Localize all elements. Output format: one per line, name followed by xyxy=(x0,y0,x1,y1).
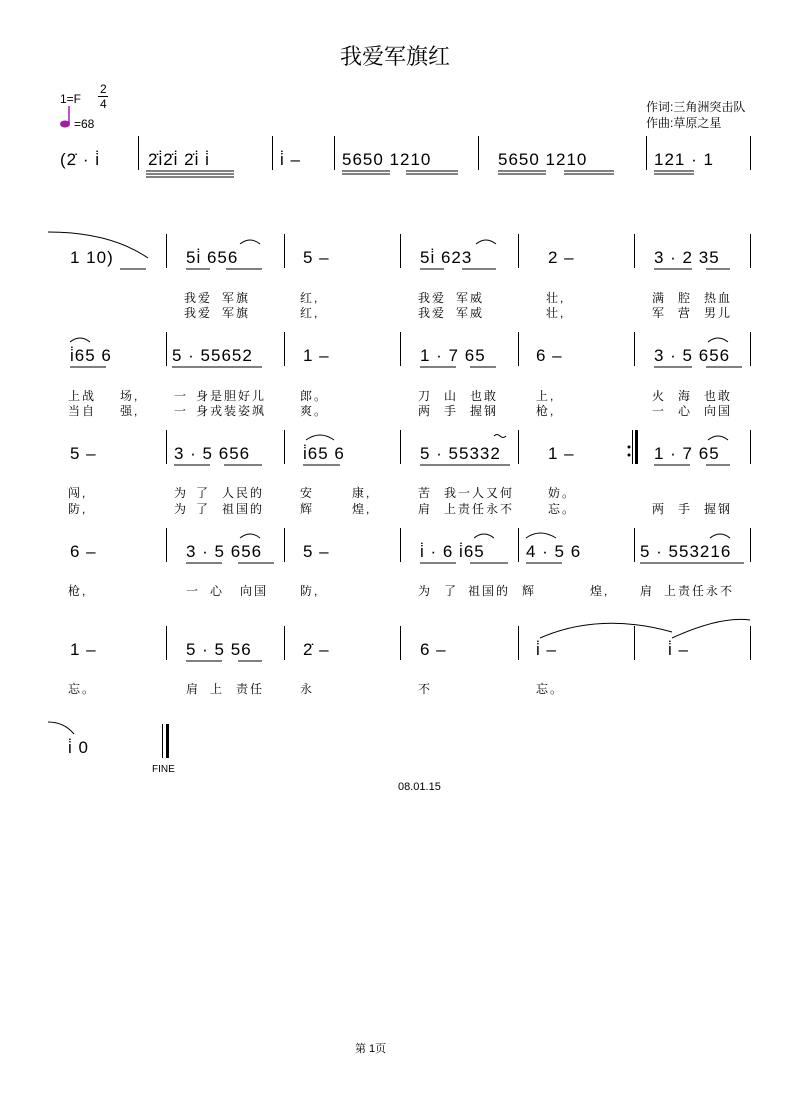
barline xyxy=(750,528,751,562)
lyric: 郎。 xyxy=(300,389,329,403)
lyric: 我爱 xyxy=(184,291,213,305)
measure: 5 · 553216 xyxy=(640,542,732,561)
barline xyxy=(334,136,335,170)
measure: i̇65 6 xyxy=(303,444,345,463)
barline xyxy=(166,626,167,660)
lyric: 山 xyxy=(444,389,459,403)
lyric: 我一人又何 xyxy=(444,486,515,500)
barline xyxy=(750,430,751,464)
measure: 2̇ – xyxy=(303,640,330,659)
trill-marks xyxy=(494,435,506,438)
barline xyxy=(400,332,401,366)
barline xyxy=(138,136,139,170)
measure: 2 – xyxy=(548,248,575,267)
final-barline-thin xyxy=(162,724,163,758)
measure: 2̇i̇2̇i̇ 2̇i̇ i̇ xyxy=(148,150,210,169)
measure: i̇ · 6 i̇65 xyxy=(420,542,485,561)
barline xyxy=(284,332,285,366)
measure: i̇ – xyxy=(280,150,301,169)
barline xyxy=(518,430,519,464)
lyric: 枪, xyxy=(536,404,556,418)
key-signature: 1=F xyxy=(60,92,82,106)
lyricist-credit: 作词:三角洲突击队 xyxy=(646,100,746,114)
barline xyxy=(518,528,519,562)
measure: i̇65 6 xyxy=(70,346,112,365)
lyric: 身是胆好儿 xyxy=(196,389,267,403)
lyric: 安 xyxy=(300,486,315,500)
lyric: 煌, xyxy=(352,502,372,516)
barline xyxy=(646,136,647,170)
barline xyxy=(634,332,635,366)
time-sig-top: 2 xyxy=(100,82,107,96)
repeat-dots xyxy=(628,446,631,457)
lyric: 握钢 xyxy=(470,404,499,418)
lyric: 上责任永不 xyxy=(444,502,515,516)
lyric: 军旗 xyxy=(222,291,251,305)
lyric: 不 xyxy=(418,682,433,696)
measure: (2̇ · i̇ xyxy=(60,150,100,169)
lyric: 场, xyxy=(120,389,140,403)
lyric: 手 xyxy=(678,502,693,516)
lyric: 了 xyxy=(444,584,459,598)
lyric: 人民的 xyxy=(222,486,265,500)
lyric: 枪, xyxy=(68,584,88,598)
measure: 1 · 7 65 xyxy=(654,444,720,463)
barline xyxy=(750,234,751,268)
slur-ties xyxy=(48,232,750,734)
measure: 6 – xyxy=(420,640,447,659)
barline xyxy=(400,430,401,464)
lyric: 壮, xyxy=(546,306,566,320)
lyric: 热血 xyxy=(704,291,733,305)
lyric: 为 xyxy=(174,502,189,516)
barline xyxy=(750,626,751,660)
lyric: 辉 xyxy=(522,584,537,598)
lyric: 肩 xyxy=(640,584,655,598)
measure: 1 10) xyxy=(70,248,114,267)
measure: 5 · 55332 xyxy=(420,444,501,463)
lyric: 祖国的 xyxy=(468,584,511,598)
lyric: 一 xyxy=(186,584,201,598)
measure: 4 · 5 6 xyxy=(526,542,582,561)
repeat-barline xyxy=(632,430,633,464)
barline xyxy=(518,332,519,366)
lyric: 为 xyxy=(418,584,433,598)
lyric: 当自 xyxy=(68,404,97,418)
lyric: 肩 xyxy=(418,502,433,516)
barline xyxy=(518,626,519,660)
composer-credit: 作曲:草原之星 xyxy=(646,116,722,130)
lyric: 军 xyxy=(652,306,667,320)
tempo-marking: =68 xyxy=(74,117,95,131)
lyric: 两 xyxy=(418,404,433,418)
barline xyxy=(400,626,401,660)
final-barline-thick xyxy=(166,724,169,758)
measure: 5 – xyxy=(303,542,330,561)
lyric: 军威 xyxy=(456,306,485,320)
barline xyxy=(400,234,401,268)
lyric: 身戎装姿飒 xyxy=(196,404,267,418)
lyric: 忘。 xyxy=(68,682,97,696)
barline xyxy=(634,528,635,562)
measure: 5i̇ 623 xyxy=(420,248,473,267)
measure: 1 – xyxy=(70,640,97,659)
barline xyxy=(284,234,285,268)
lyric: 营 xyxy=(678,306,693,320)
lyric: 责任 xyxy=(236,682,265,696)
lyric: 海 xyxy=(678,389,693,403)
barline xyxy=(284,430,285,464)
lyric: 手 xyxy=(444,404,459,418)
lyric: 祖国的 xyxy=(222,502,265,516)
barline xyxy=(166,528,167,562)
barline xyxy=(478,136,479,170)
lyric: 军旗 xyxy=(222,306,251,320)
measure: 5650 1210 xyxy=(498,150,588,169)
lyric: 妨。 xyxy=(548,486,577,500)
lyric: 了 xyxy=(196,486,211,500)
lyric: 一 xyxy=(652,404,667,418)
lyric: 向国 xyxy=(240,584,269,598)
measure: i̇ 0 xyxy=(68,738,89,757)
lyric: 上责任永不 xyxy=(664,584,735,598)
lyric: 也敢 xyxy=(704,389,733,403)
lyric: 防, xyxy=(68,502,88,516)
lyric: 上战 xyxy=(68,389,97,403)
barline xyxy=(284,528,285,562)
lyric: 为 xyxy=(174,486,189,500)
measure: 5 · 55652 xyxy=(172,346,253,365)
lyric: 康, xyxy=(352,486,372,500)
measure: 3 · 5 656 xyxy=(186,542,263,561)
measure: 5i̇ 656 xyxy=(186,248,239,267)
barline xyxy=(166,332,167,366)
date-label: 08.01.15 xyxy=(398,781,441,793)
barline xyxy=(400,528,401,562)
lyric: 红, xyxy=(300,291,320,305)
barline xyxy=(634,234,635,268)
page-number: 第 1页 xyxy=(355,1043,387,1055)
measure: 3 · 2 35 xyxy=(654,248,720,267)
measure: 1 – xyxy=(303,346,330,365)
lyric: 了 xyxy=(196,502,211,516)
lyric: 也敢 xyxy=(470,389,499,403)
measure: 3 · 5 656 xyxy=(654,346,731,365)
lyric: 腔 xyxy=(678,291,693,305)
measure: i̇ – xyxy=(536,640,557,659)
lyric: 上, xyxy=(536,389,556,403)
measure: 5 – xyxy=(70,444,97,463)
lyric: 煌, xyxy=(590,584,610,598)
lyric: 满 xyxy=(652,291,667,305)
lyric: 爽。 xyxy=(300,404,329,418)
barline xyxy=(166,234,167,268)
barline xyxy=(272,136,273,170)
lyric: 忘。 xyxy=(548,502,577,516)
lyric: 上 xyxy=(210,682,225,696)
time-sig-bottom: 4 xyxy=(100,97,107,111)
lyric: 火 xyxy=(652,389,667,403)
song-title: 我爱军旗红 xyxy=(339,44,450,69)
repeat-barline-thick xyxy=(635,430,638,464)
lyric: 两 xyxy=(652,502,667,516)
measure: i̇ – xyxy=(668,640,689,659)
lyric: 我爱 xyxy=(418,306,447,320)
lyric: 辉 xyxy=(300,502,315,516)
measure: 121 · 1 xyxy=(654,150,714,169)
measure: 3 · 5 656 xyxy=(174,444,251,463)
measure: 1 – xyxy=(548,444,575,463)
barline xyxy=(750,332,751,366)
lyric: 闯, xyxy=(68,486,88,500)
measure: 6 – xyxy=(536,346,563,365)
lyric: 我爱 xyxy=(184,306,213,320)
barline xyxy=(634,626,635,660)
lyric: 我爱 xyxy=(418,291,447,305)
barline xyxy=(750,136,751,170)
fine-marking: FINE xyxy=(152,764,175,775)
lyric: 肩 xyxy=(186,682,201,696)
lyric: 防, xyxy=(300,584,320,598)
lyric: 向国 xyxy=(704,404,733,418)
barline xyxy=(284,626,285,660)
lyric: 强, xyxy=(120,404,140,418)
measure: 5650 1210 xyxy=(342,150,432,169)
lyric: 一 xyxy=(174,404,189,418)
barline xyxy=(518,234,519,268)
lyric: 一 xyxy=(174,389,189,403)
lyric: 永 xyxy=(300,682,315,696)
lyric: 苦 xyxy=(418,486,433,500)
lyric: 男儿 xyxy=(704,306,733,320)
lyric: 壮, xyxy=(546,291,566,305)
measure: 6 – xyxy=(70,542,97,561)
lyric: 忘。 xyxy=(536,682,565,696)
lyric: 握钢 xyxy=(704,502,733,516)
lyric: 红, xyxy=(300,306,320,320)
measure: 5 · 5 56 xyxy=(186,640,252,659)
barline xyxy=(166,430,167,464)
lyric: 心 xyxy=(210,584,225,598)
lyric: 刀 xyxy=(418,389,433,403)
measure: 5 – xyxy=(303,248,330,267)
lyric: 军威 xyxy=(456,291,485,305)
lyric: 心 xyxy=(678,404,693,418)
measure: 1 · 7 65 xyxy=(420,346,486,365)
